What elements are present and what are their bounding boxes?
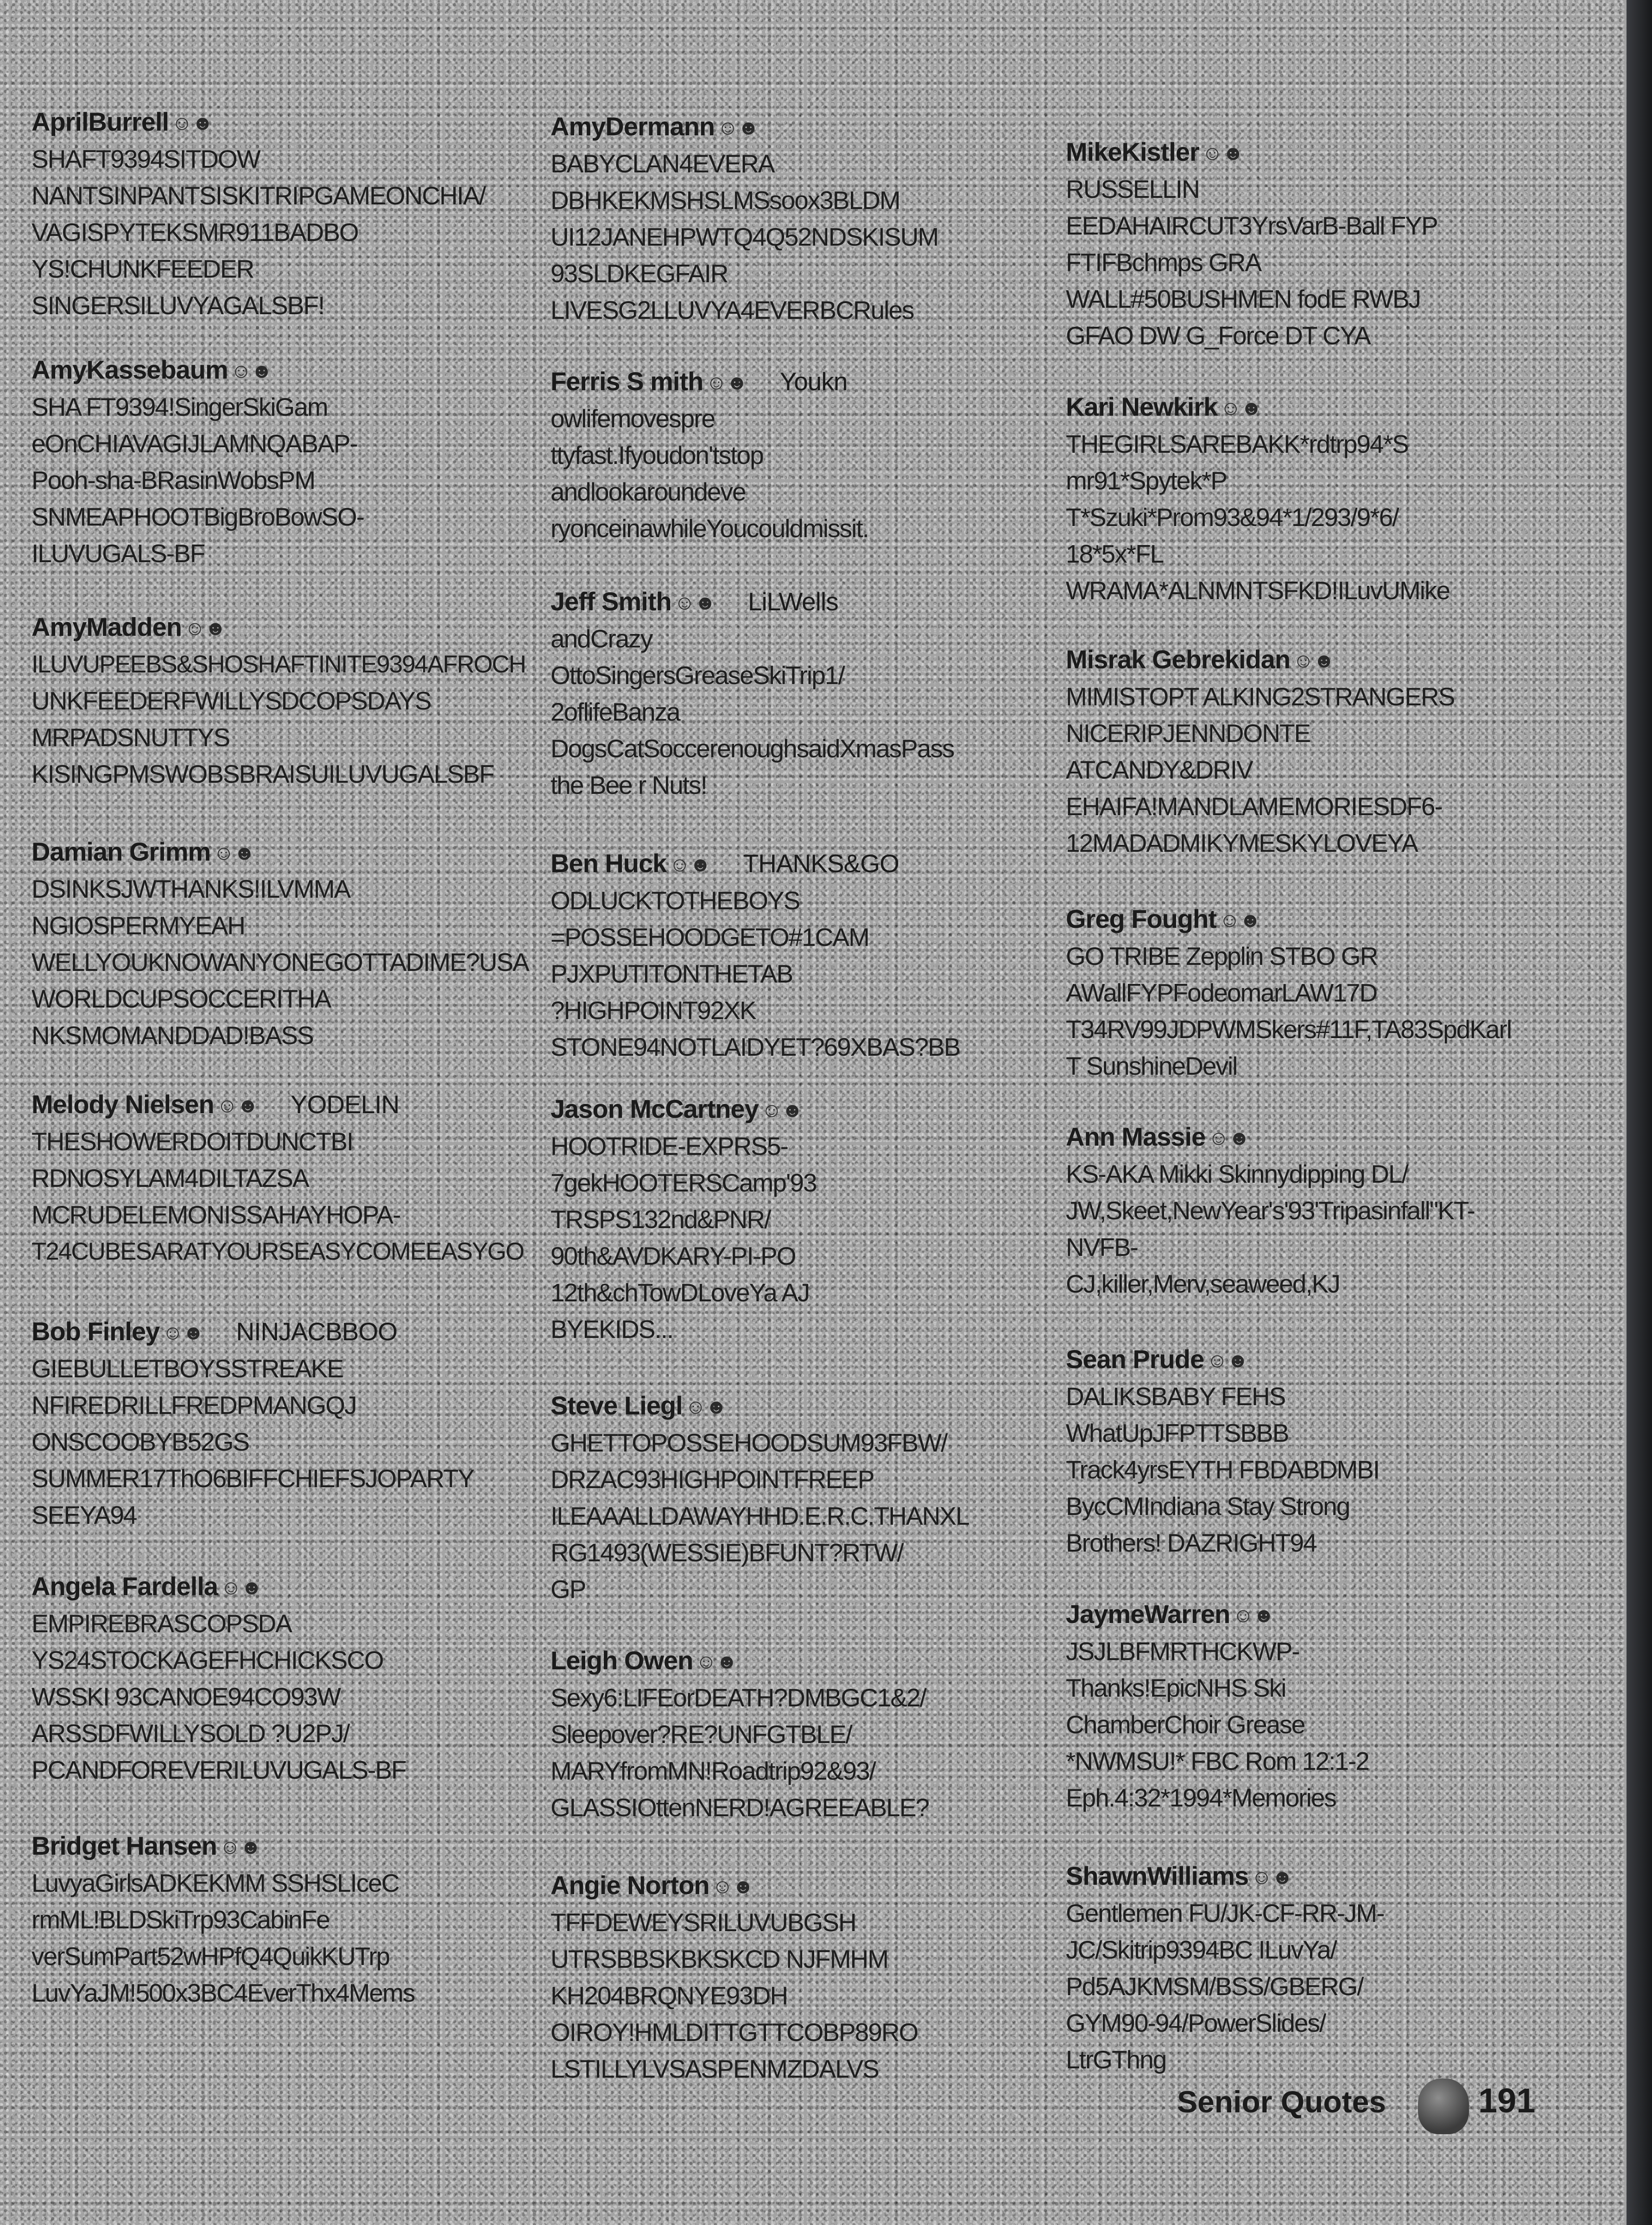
quote-line: GHETTOPOSSEHOODSUM93FBW/ bbox=[551, 1428, 947, 1457]
student-name-text: Jason McCartney bbox=[551, 1094, 759, 1123]
theater-masks-icon: ☺☻ bbox=[696, 1650, 737, 1673]
page-number: 191 bbox=[1478, 2081, 1536, 2120]
student-name bbox=[1066, 1858, 1566, 1895]
student-name bbox=[32, 1314, 532, 1350]
quote-line: T34RV99JDPWMSkers#11F,TA83SpdKarl bbox=[1066, 1015, 1512, 1044]
quote-line: KISINGPMSWOBSBRAISUILUVUGALSBF bbox=[32, 760, 494, 788]
student-name-text: Angela Fardella bbox=[32, 1572, 218, 1601]
quote-line: eOnCHIAVAGIJLAMNQABAP- bbox=[32, 429, 357, 458]
student-name-text: JaymeWarren bbox=[1066, 1599, 1230, 1629]
theater-masks-icon: ☺☻ bbox=[171, 112, 213, 134]
student-name-text: Melody Nielsen bbox=[32, 1090, 214, 1119]
quote-line: WSSKI 93CANOE94CO93W bbox=[32, 1682, 341, 1711]
quote-line: DALIKSBABY FEHS bbox=[1066, 1382, 1285, 1411]
quote-line: Eph.4:32*1994*Memories bbox=[1066, 1783, 1336, 1812]
senior-quote-entry bbox=[1066, 1597, 1566, 1816]
theater-masks-icon: ☺☻ bbox=[162, 1321, 204, 1344]
quote-line: ILUVUGALS-BF bbox=[32, 539, 205, 568]
quote-line: LuvyaGirlsADKEKMM SSHSLIceC bbox=[32, 1869, 399, 1897]
senior-quote-entry bbox=[1066, 1119, 1566, 1302]
quote-line: Sleepover?RE?UNFGTBLE/ bbox=[551, 1720, 852, 1749]
senior-quote-entry bbox=[32, 609, 532, 792]
quote-line: EHAIFA!MANDLAMEMORIESDF6- bbox=[1066, 792, 1442, 821]
senior-quote-entry bbox=[32, 1087, 532, 1270]
student-name bbox=[551, 584, 1051, 621]
quote-line: YS!CHUNKFEEDER bbox=[32, 254, 254, 283]
quote-line: Gentlemen FU/JK-CF-RR-JM- bbox=[1066, 1899, 1384, 1927]
quote-line: NICERIPJENNDONTE bbox=[1066, 719, 1310, 748]
quote-line: Sexy6:LIFEorDEATH?DMBGC1&2/ bbox=[551, 1683, 926, 1712]
quote-line: STONE94NOTLAIDYET?69XBAS?BB bbox=[551, 1033, 960, 1061]
student-name-text: AprilBurrell bbox=[32, 107, 169, 136]
page-footer bbox=[1177, 2079, 1576, 2130]
theater-masks-icon: ☺☻ bbox=[1251, 1866, 1293, 1889]
quote-line: NKSMOMANDDAD!BASS bbox=[32, 1021, 313, 1050]
quote-line: MARYfromMN!Roadtrip92&93/ bbox=[551, 1756, 875, 1785]
quote-line: NGIOSPERMYEAH bbox=[32, 911, 245, 940]
senior-quote-entry bbox=[1066, 134, 1566, 354]
student-name-text: Misrak Gebrekidan bbox=[1066, 645, 1291, 674]
quote-line: SHAFT9394SITDOW bbox=[32, 145, 260, 173]
quote-line: 7gekHOOTERSCamp'93 bbox=[551, 1168, 817, 1197]
student-name-text: Ben Huck bbox=[551, 849, 667, 878]
student-name bbox=[1066, 642, 1566, 678]
quote-line: THESHOWERDOITDUNCTBI bbox=[32, 1127, 353, 1156]
quote-line: 93SLDKEGFAIR bbox=[551, 259, 728, 288]
senior-quote-entry bbox=[32, 834, 532, 1054]
senior-quote-entry bbox=[1066, 1858, 1566, 2078]
quote-line: JSJLBFMRTHCKWP- bbox=[1066, 1637, 1299, 1666]
quote-line: ILEAAALLDAWAYHHD.E.R.C.THANXL bbox=[551, 1502, 969, 1530]
student-name-text: Damian Grimm bbox=[32, 837, 211, 866]
student-name-text: AmyDermann bbox=[551, 112, 715, 141]
student-name-text: AmyMadden bbox=[32, 612, 182, 641]
quote-line: ARSSDFWILLYSOLD ?U2PJ/ bbox=[32, 1719, 349, 1748]
tiger-mascot-icon bbox=[1418, 2079, 1469, 2134]
quote-line: FTIFBchmps GRA bbox=[1066, 248, 1261, 277]
senior-quote-entry bbox=[32, 1828, 532, 2011]
student-name bbox=[551, 1868, 1051, 1904]
quote-line: ATCANDY&DRIV bbox=[1066, 755, 1253, 784]
senior-quote-entry bbox=[32, 352, 532, 572]
quote-line: LuvYaJM!500x3BC4EverThx4Mems bbox=[32, 1978, 415, 2007]
student-name bbox=[551, 1091, 1051, 1128]
student-name-text: Kari Newkirk bbox=[1066, 392, 1218, 421]
quote-line: T24CUBESARATYOURSEASYCOMEEASYGO bbox=[32, 1238, 524, 1265]
quote-line: GYM90-94/PowerSlides/ bbox=[1066, 2009, 1326, 2037]
quote-line: Thanks!EpicNHS Ski bbox=[1066, 1674, 1286, 1702]
quote-line: GIEBULLETBOYSSTREAKE bbox=[32, 1354, 343, 1383]
student-name bbox=[1066, 901, 1566, 938]
quote-line: KS-AKA Mikki Skinnydipping DL/ bbox=[1066, 1160, 1408, 1188]
quote-line: DSINKSJWTHANKS!ILVMMA bbox=[32, 875, 350, 903]
quote-line: TFFDEWEYSRILUVUBGSH bbox=[551, 1908, 856, 1937]
senior-quote-entry bbox=[551, 364, 1051, 547]
quote-line: ttyfast.Ifyoudon'tstop bbox=[551, 441, 763, 469]
student-name-text: Ann Massie bbox=[1066, 1122, 1206, 1151]
quote-line: RG1493(WESSIE)BFUNT?RTW/ bbox=[551, 1538, 903, 1567]
section-title: Senior Quotes bbox=[1177, 2085, 1386, 2119]
quote-line: HOOTRIDE-EXPRS5- bbox=[551, 1132, 788, 1160]
quote-line: AWallFYPFodeomarLAW17D bbox=[1066, 978, 1377, 1007]
quote-line: T SunshineDevil bbox=[1066, 1052, 1237, 1080]
quote-line: owlifemovespre bbox=[551, 404, 715, 433]
theater-masks-icon: ☺☻ bbox=[717, 116, 759, 139]
theater-masks-icon: ☺☻ bbox=[1207, 1349, 1248, 1372]
senior-quote-entry bbox=[1066, 901, 1566, 1084]
quote-inline-text: THANKS&GO bbox=[743, 849, 899, 878]
quote-line: 12MADADMIKYMESKYLOVEYA bbox=[1066, 829, 1418, 857]
student-name bbox=[551, 364, 1051, 400]
quote-inline-text: NINJACBBOO bbox=[236, 1317, 398, 1346]
theater-masks-icon: ☺☻ bbox=[761, 1099, 803, 1122]
quote-line: SEEYA94 bbox=[32, 1501, 137, 1529]
quote-line: SINGERSILUVYAGALSBF! bbox=[32, 291, 324, 320]
quote-line: TRSPS132nd&PNR/ bbox=[551, 1205, 771, 1234]
quote-inline-text: LiLWells bbox=[747, 587, 838, 616]
quote-line: SNMEAPHOOTBigBroBowSO- bbox=[32, 502, 364, 531]
theater-masks-icon: ☺☻ bbox=[1233, 1604, 1274, 1627]
student-name bbox=[551, 1643, 1051, 1680]
senior-quote-entry bbox=[551, 109, 1051, 329]
quote-line: UTRSBBSKBKSKCD NJFMHM bbox=[551, 1945, 888, 1973]
quote-line: EEDAHAIRCUT3YrsVarB-Ball FYP bbox=[1066, 211, 1437, 240]
senior-quote-entry bbox=[551, 584, 1051, 804]
theater-masks-icon: ☺☻ bbox=[674, 591, 715, 614]
senior-quote-entry bbox=[551, 1868, 1051, 2087]
quote-line: NANTSINPANTSISKITRIPGAMEONCHIA/ bbox=[32, 181, 486, 210]
quote-line: ONSCOOBYB52GS bbox=[32, 1427, 249, 1456]
senior-quote-entry bbox=[551, 1091, 1051, 1348]
theater-masks-icon: ☺☻ bbox=[1219, 909, 1261, 932]
theater-masks-icon: ☺☻ bbox=[230, 360, 272, 382]
quote-line: DRZAC93HIGHPOINTFREEP bbox=[551, 1465, 874, 1494]
senior-quote-entry bbox=[32, 1569, 532, 1788]
theater-masks-icon: ☺☻ bbox=[213, 842, 255, 864]
quote-line: ?HIGHPOINT92XK bbox=[551, 996, 756, 1025]
quote-line: ChamberChoir Grease bbox=[1066, 1710, 1305, 1739]
quote-line: EMPIREBRASCOPSDA bbox=[32, 1609, 291, 1638]
quote-line: KH204BRQNYE93DH bbox=[551, 1981, 788, 2010]
theater-masks-icon: ☺☻ bbox=[1202, 142, 1244, 165]
quote-line: VAGISPYTEKSMR911BADBO bbox=[32, 218, 358, 247]
theater-masks-icon: ☺☻ bbox=[184, 617, 226, 640]
theater-masks-icon: ☺☻ bbox=[219, 1836, 261, 1858]
quote-line: SUMMER17ThO6BIFFCHIEFSJOPARTY bbox=[32, 1464, 474, 1493]
quote-line: LSTILLYLVSASPENMZDALVS bbox=[551, 2054, 879, 2083]
quote-line: 90th&AVDKARY-PI-PO bbox=[551, 1242, 796, 1270]
student-name-text: ShawnWilliams bbox=[1066, 1861, 1249, 1890]
theater-masks-icon: ☺☻ bbox=[1208, 1127, 1250, 1149]
theater-masks-icon: ☺☻ bbox=[669, 853, 711, 876]
student-name bbox=[32, 1828, 532, 1865]
quote-line: BycCMIndiana Stay Strong bbox=[1066, 1492, 1350, 1521]
quote-line: 18*5x*FL bbox=[1066, 539, 1164, 568]
theater-masks-icon: ☺☻ bbox=[216, 1094, 258, 1117]
student-name-text: Ferris S mith bbox=[551, 367, 703, 396]
quote-line: verSumPart52wHPfQ4QuikKUTrp bbox=[32, 1942, 390, 1971]
quote-line: rmML!BLDSkiTrp93CabinFe bbox=[32, 1905, 329, 1934]
quote-line: WALL#50BUSHMEN fodE RWBJ bbox=[1066, 285, 1421, 313]
quote-line: Brothers! DAZRIGHT94 bbox=[1066, 1528, 1317, 1557]
quote-line: BYEKIDS... bbox=[551, 1315, 673, 1344]
quote-line: LtrGThng bbox=[1066, 2045, 1166, 2074]
quote-line: BABYCLAN4EVERA bbox=[551, 149, 774, 178]
quote-line: MIMISTOPT ALKING2STRANGERS bbox=[1066, 682, 1455, 711]
quote-line: CJ,killer,Merv,seaweed,KJ bbox=[1066, 1269, 1340, 1298]
student-name bbox=[32, 352, 532, 389]
student-name bbox=[1066, 1597, 1566, 1633]
senior-quote-entry bbox=[32, 1314, 532, 1534]
quote-line: =POSSEHOODGETO#1CAM bbox=[551, 923, 869, 951]
quote-line: NVFB- bbox=[1066, 1233, 1138, 1261]
quote-line: NFIREDRILLFREDPMANGQJ bbox=[32, 1391, 356, 1420]
quote-line: SHA FT9394!SingerSkiGam bbox=[32, 393, 328, 421]
quote-line: MRPADSNUTTYS bbox=[32, 723, 230, 752]
quote-line: THEGIRLSAREBAKK*rdtrp94*S bbox=[1066, 430, 1408, 458]
senior-quote-entry bbox=[1066, 642, 1566, 862]
quote-line: WRAMA*ALNMNTSFKD!ILuvUMike bbox=[1066, 576, 1450, 605]
quote-line: UI12JANEHPWTQ4Q52NDSKISUM bbox=[551, 222, 938, 251]
quote-line: *NWMSU!* FBC Rom 12:1-2 bbox=[1066, 1747, 1369, 1775]
quote-line: MCRUDELEMONISSAHAYHOPA- bbox=[32, 1200, 400, 1229]
student-name-text: Greg Fought bbox=[1066, 904, 1216, 933]
quote-line: PCANDFOREVERILUVUGALS-BF bbox=[32, 1756, 406, 1784]
quote-line: WELLYOUKNOWANYONEGOTTADIME?USA bbox=[32, 948, 529, 976]
quote-line: WhatUpJFPTTSBBB bbox=[1066, 1419, 1289, 1447]
quote-line: 12th&chTowDLoveYa AJ bbox=[551, 1278, 810, 1307]
quote-line: andlookaroundeve bbox=[551, 477, 746, 506]
quote-line: DogsCatSoccerenoughsaidXmasPass bbox=[551, 734, 954, 763]
quote-line: T*Szuki*Prom93&94*1/293/9*6/ bbox=[1066, 503, 1399, 532]
student-name-text: Angie Norton bbox=[551, 1870, 709, 1900]
quote-line: Pooh-sha-BRasinWobsPM bbox=[32, 466, 315, 494]
student-name bbox=[1066, 134, 1566, 171]
quote-line: the Bee r Nuts! bbox=[551, 771, 707, 799]
student-name bbox=[551, 109, 1051, 146]
quote-line: YS24STOCKAGEFHCHICKSCO bbox=[32, 1646, 383, 1674]
binding-edge bbox=[1627, 0, 1652, 2225]
quote-line: PJXPUTITONTHETAB bbox=[551, 959, 793, 988]
quote-line: RDNOSYLAM4DILTAZSA bbox=[32, 1164, 309, 1192]
quote-line: OIROY!HMLDITTGTTCOBP89RO bbox=[551, 2018, 918, 2047]
theater-masks-icon: ☺☻ bbox=[706, 371, 747, 394]
student-name-text: Jeff Smith bbox=[551, 587, 671, 616]
quote-line: GP bbox=[551, 1575, 586, 1604]
theater-masks-icon: ☺☻ bbox=[1220, 397, 1262, 419]
theater-masks-icon: ☺☻ bbox=[221, 1576, 262, 1599]
student-name-text: AmyKassebaum bbox=[32, 355, 228, 384]
student-name-text: Sean Prude bbox=[1066, 1344, 1204, 1374]
student-name bbox=[32, 834, 532, 871]
student-name-text: Steve Liegl bbox=[551, 1391, 683, 1420]
quote-line: ILUVUPEEBS&SHOSHAFTINITE9394AFROCH bbox=[32, 651, 525, 678]
student-name-text: MikeKistler bbox=[1066, 137, 1199, 166]
senior-quote-entry bbox=[1066, 1342, 1566, 1561]
quote-line: GFAO DW G_Force DT CYA bbox=[1066, 321, 1370, 350]
student-name-text: Bob Finley bbox=[32, 1317, 160, 1346]
student-name bbox=[32, 609, 532, 646]
quote-line: GLASSIOttenNERD!AGREEABLE? bbox=[551, 1793, 929, 1822]
senior-quote-entry bbox=[1066, 389, 1566, 609]
student-name bbox=[1066, 1342, 1566, 1378]
quote-line: Track4yrsEYTH FBDABDMBI bbox=[1066, 1455, 1380, 1484]
student-name bbox=[32, 1569, 532, 1605]
quote-line: WORLDCUPSOCCERITHA bbox=[32, 984, 331, 1013]
student-name bbox=[1066, 389, 1566, 426]
quote-line: JW,Skeet,NewYear's'93'Tripasinfall"KT- bbox=[1066, 1196, 1475, 1225]
quote-line: Pd5AJKMSM/BSS/GBERG/ bbox=[1066, 1972, 1363, 2001]
student-name bbox=[1066, 1119, 1566, 1156]
senior-quote-entry bbox=[551, 1388, 1051, 1608]
student-name-text: Bridget Hansen bbox=[32, 1831, 217, 1860]
quote-line: ryonceinawhileYoucouldmissit. bbox=[551, 514, 868, 543]
quote-line: DBHKEKMSHSLMSsoox3BLDM bbox=[551, 186, 900, 215]
student-name bbox=[32, 1087, 532, 1123]
student-name bbox=[32, 104, 532, 141]
student-name bbox=[551, 846, 1051, 882]
quote-inline-text: Youkn bbox=[779, 367, 848, 396]
theater-masks-icon: ☺☻ bbox=[712, 1875, 753, 1898]
senior-quote-entry bbox=[551, 846, 1051, 1065]
quote-line: UNKFEEDERFWILLYSDCOPSDAYS bbox=[32, 686, 431, 715]
quote-inline-text: YODELIN bbox=[290, 1090, 399, 1119]
theater-masks-icon: ☺☻ bbox=[685, 1395, 727, 1418]
quote-line: andCrazy bbox=[551, 624, 652, 653]
quote-line: LIVESG2LLUVYA4EVERBCRules bbox=[551, 296, 914, 324]
theater-masks-icon: ☺☻ bbox=[1293, 649, 1335, 672]
senior-quote-entry bbox=[32, 104, 532, 324]
quote-line: mr91*Spytek*P bbox=[1066, 466, 1227, 495]
quote-line: RUSSELLIN bbox=[1066, 175, 1199, 203]
quote-line: ODLUCKTOTHEBOYS bbox=[551, 886, 800, 915]
student-name bbox=[551, 1388, 1051, 1425]
quote-line: 2oflifeBanza bbox=[551, 697, 680, 726]
quote-line: GO TRIBE Zepplin STBO GR bbox=[1066, 942, 1378, 970]
quote-line: JC/Skitrip9394BC ILuvYa/ bbox=[1066, 1935, 1336, 1964]
senior-quote-entry bbox=[551, 1643, 1051, 1826]
quote-line: OttoSingersGreaseSkiTrip1/ bbox=[551, 661, 844, 690]
student-name-text: Leigh Owen bbox=[551, 1646, 693, 1675]
